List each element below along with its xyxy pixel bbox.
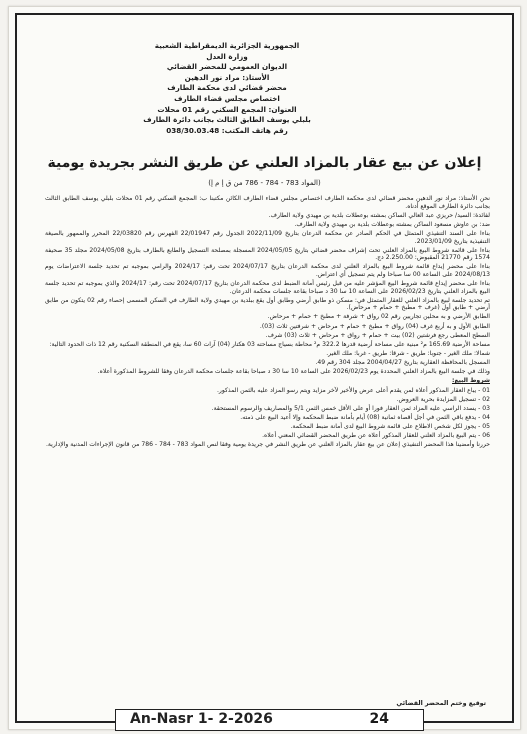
closing-paragraph: حررنا وأمضينا هذا المحضر التنفيذي إعلان عن بيع عقار بالمزاد العلني عن طريق النشر في جريدة يومية وفقا لنص المواد 783 - 784 - 786 من قانون الإجراءات المدنية والإدارية. (45, 441, 490, 449)
newspaper-page (8, 6, 521, 730)
legal-articles: (المواد 783 - 784 - 786 من ق إ م إ) (208, 179, 321, 187)
header-line: رقم هاتف المكتب: 038/30.03.48 (166, 125, 288, 135)
paragraph-list (45, 195, 490, 376)
body-paragraph: بناءا على محضر إيداع قائمة شروط البيع المؤشر عليه من قبل رئيس أمانة الضبط لدى محكمة الدرعان بتاريخ 2024/07/17 تحت رقم: 2024/17 والذي بموجبه تم تحديد جلسة البيع بالمزاد العلني بتاريخ 2026/02/23 على الساعة 10 سا 30 د صباحا بقاعة جلسات محكمة الدرعان. (45, 280, 490, 295)
condition-item: 03 - يسدد الراسي عليه المزاد ثمن العقار فورا أو على الأقل خمس الثمن 5/1 والمصاريف والرسوم المستحقة. (211, 404, 490, 412)
page-number: 24 (369, 711, 389, 727)
notice-body (45, 195, 490, 451)
body-paragraph: لفائدة: السيد/ حريزي عبد العالي الساكن بمشته بوعطلات بلدية بن مهيدي ولاية الطارف. (268, 211, 490, 219)
body-paragraph: السطح المعطى رجع فرشتين (02) بيت + حمام + رواق + مرحاض + ثلاث (03) شرف. (265, 331, 490, 339)
signature-note: توقيع وختم المحضر القضائي (396, 700, 486, 707)
page-footer-bar (115, 709, 424, 731)
newspaper-name-date: An-Nasr 1- 2-2026 (130, 711, 273, 727)
header-line: الجمهورية الجزائرية الديمقراطية الشعبية (154, 41, 300, 50)
header-line: محضر قضائي لدى محكمة الطارف (167, 83, 287, 93)
header-line: اختصاص مجلس قضاء الطارف (174, 93, 280, 103)
condition-item: 01 - يباع العقار المذكور أعلاه لمن يقدم أعلى عرض والأخير لآخر مزايد ويتم رسو المزاد عليه بالثمن المذكور. (216, 386, 490, 394)
body-paragraph: ضد: بن عاوش مسعود الساكن بمشته بوعطلات بلدية بن مهيدي ولاية الطارف. (294, 220, 490, 228)
body-paragraph: بناءا على قائمة شروط البيع بالمزاد العلني تحت إشراف محضر قضائي بتاريخ 2024/05/05 المسجلة بمصلحة التسجيل والطابع بالطارف بتاريخ 2024/05/08 مجلد 35 صحيفة 1574 رقم 21770 المقبوض: 2.250.00 دج. (45, 246, 491, 262)
header-line: الأستاذ: مراد نور الدهين (184, 72, 270, 82)
header-line: العنوان: المجمع السكني رقم 01 محلات (157, 104, 297, 114)
body-paragraph: تم تحديد جلسة لبيع بالمزاد العلني للعقار المتمثل في: مسكن ذو طابق أرضي وطابق أول يقع ببلدية بن مهيدي ولاية الطارف في السكن المسمى إحصاء رقم 02 يتكون من طابق أرضي + طابق أول (غرف + مطبخ + حمام + مرحاض). (45, 296, 490, 312)
conditions-heading: شروط البيع: (452, 377, 490, 385)
body-paragraph: شمالا: ملك الغير - جنوبا: طريق - شرقا: طريق - غربا: ملك الغير. (326, 349, 490, 357)
body-paragraph: بناءا على محضر إيداع قائمة شروط البيع بالمزاد العلني لدى محكمة الدرعان بتاريخ 2024/07/17 تحت رقم: 2024/17 والرامي بموجبه تم تحديد جلسة الاعتراضات يوم 2024/08/13 على الساعة 00 سا صباحا ولم يتم تسجيل أي اعتراض. (45, 263, 491, 278)
body-paragraph: مساحة الأرضية 165.69 م² مبنية على مساحة أرضية قدرها 322.2 م² محاطة بسياج مساحته 03 هكتار (04) آرات 60 سا، يقع في المنطقة السكنية رقم 12 ذات الحدود التالية: (49, 340, 490, 348)
notice-title: إعلان عن بيع عقار بالمزاد العلني عن طريق النشر بجريدة يومية (47, 155, 482, 171)
body-paragraph: الطابق الأرضي و به محلين تجاريين رقم 02 رواق + شرفة + مطبخ + حمام + مرحاض. (267, 313, 490, 321)
conditions-list (45, 387, 490, 440)
office-header (132, 41, 322, 136)
header-line: وزارة العدل (206, 51, 248, 61)
condition-item: 05 - يجوز لكل شخص الاطلاع على قائمة شروط البيع لدى أمانة ضبط المحكمة. (290, 423, 490, 431)
condition-item: 06 - يتم البيع بالمزاد العلني للعقار المذكور أعلاه عن طريق المحضر القضائي المعني أعلاه. (262, 432, 490, 440)
condition-item: 02 - تسجيل المزايدة بحرية العروض. (396, 395, 490, 403)
header-line: بلبلي يوسف الطابق الثالث بجانب دائرة الطارف (143, 115, 311, 125)
header-line: الديوان العمومي للمحضر القضائي (166, 62, 288, 72)
condition-item: 04 - يدفع باقي الثمن في أجل أقصاه ثمانية (08) أيام بأمانة ضبط المحكمة وإلا أعيد البيع على ذمته. (240, 413, 490, 421)
body-paragraph: الطابق الأول و به أربع غرف (04) رواق + مطبخ + حمام + مرحاض + شرفتين ثلاث (03). (259, 322, 490, 330)
body-paragraph: المسجل بالمحافظة العقارية بتاريخ 2004/04/27 مجلد 304 رقم 49. (315, 359, 490, 367)
body-paragraph: وذلك في جلسة البيع بالمزاد العلني المحددة يوم 2026/02/23 على الساعة 10 سا 30 د صباحا بقاعة جلسات محكمة الدرعان وفقا للشروط المذكورة أعلاه. (97, 368, 490, 376)
body-paragraph: نحن الأستاذ: مراد نور الدهين محضر قضائي لدى محكمة الطارف اختصاص مجلس قضاء الطارف الكائن مكتبنا ب: المجمع السكني رقم 01 محلات بلبلي يوسف الطابق الثالث بجانب دائرة الطارف الموقع أدناه. (45, 195, 490, 210)
body-paragraph: بناءا على السند التنفيذي المتمثل في الحكم الصادر عن محكمة الدرعان بتاريخ 2022/11/09 الجدول رقم 22/01947 الفهرس رقم 22/03820 المحرر والممهور بالصيغة التنفيذية بتاريخ 2023/01/09. (45, 229, 490, 245)
